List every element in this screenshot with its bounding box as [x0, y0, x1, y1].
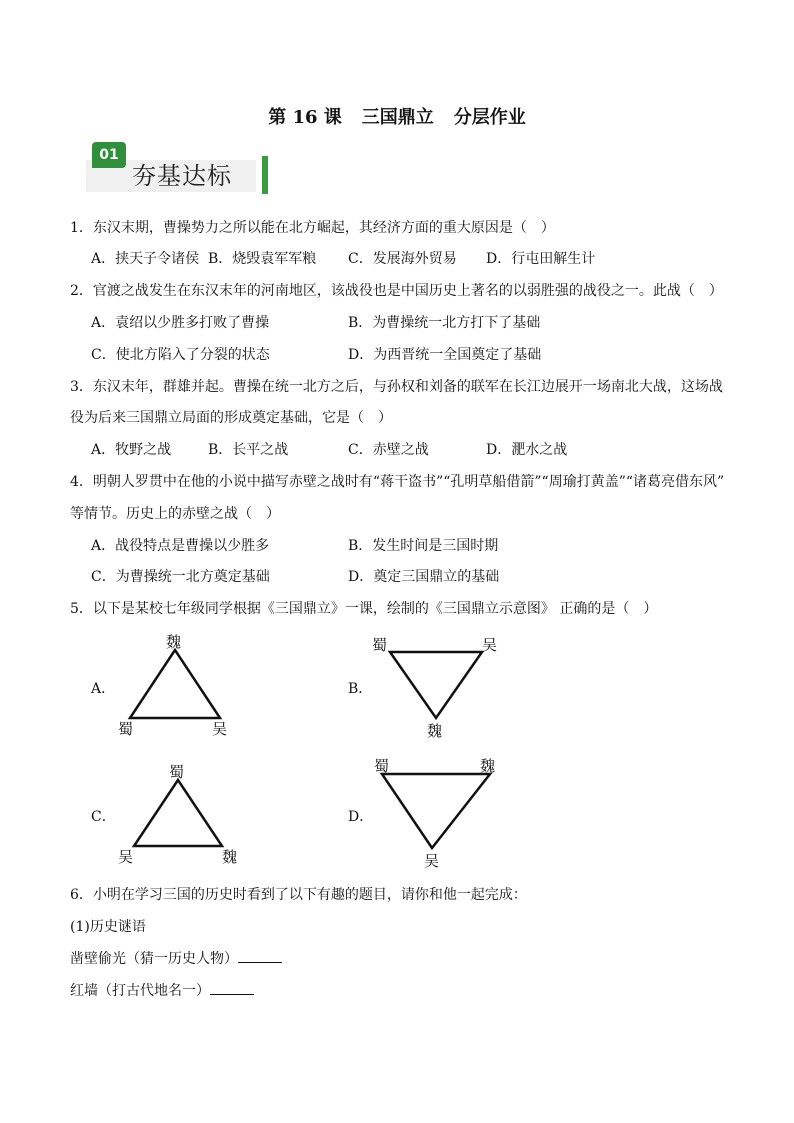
- riddle-2-answer-blank[interactable]: [210, 982, 254, 995]
- banner-accent-bar: [262, 156, 268, 194]
- q4-option-c: C．为曹操统一北方奠定基础: [91, 569, 270, 585]
- q3-stem-line1: 3．东汉末年，群雄并起。曹操在统一北方之后，与孙权和刘备的联军在长江边展开一场南北大战，这场战: [70, 379, 723, 395]
- q5-diagram-c: [110, 758, 250, 868]
- q2-option-a: A．袁绍以少胜多打败了曹操: [91, 315, 270, 331]
- q2-option-c: C．使北方陷入了分裂的状态: [91, 347, 270, 363]
- q6-riddle-1: [70, 948, 282, 968]
- lesson-topic: 三国鼎立: [361, 107, 434, 128]
- q5-stem: 5．以下是某校七年级同学根据《三国鼎立》一课，绘制的《三国鼎立示意图》 正确的是（ ）: [70, 601, 658, 617]
- section-banner: [86, 142, 272, 194]
- triangle-up: [134, 780, 222, 846]
- q3-option-b: B．长平之战: [208, 442, 289, 458]
- q6-part1-heading: (1)历史谜语: [70, 919, 146, 935]
- label-bottom: 吴: [424, 852, 440, 870]
- q1-option-c: C．发展海外贸易: [348, 251, 457, 267]
- q5-option-c-label: C．: [91, 809, 116, 825]
- q5-option-a-label: A．: [91, 681, 116, 697]
- q4-stem-line2: 等情节。历史上的赤壁之战（ ）: [70, 506, 280, 522]
- q5-option-d-label: D．: [348, 809, 374, 825]
- label-top: 魏: [166, 633, 182, 651]
- q2-option-d: D．为西晋统一全国奠定了基础: [348, 347, 542, 363]
- section-number-badge: 01: [92, 142, 126, 168]
- label-right: 吴: [482, 636, 498, 654]
- label-right: 吴: [212, 720, 228, 738]
- triangle-down: [382, 774, 490, 848]
- page-title: [0, 103, 794, 129]
- q3-option-c: C．赤壁之战: [348, 442, 429, 458]
- q1-option-b: B．烧毁袁军军粮: [208, 251, 317, 267]
- label-top: 蜀: [169, 763, 185, 781]
- q5-diagram-b: [368, 630, 508, 740]
- q5-diagram-a: [110, 628, 240, 743]
- q1-option-a: A．挟天子令诸侯: [91, 251, 200, 267]
- label-left: 蜀: [118, 720, 134, 738]
- q2-option-b: B．为曹操统一北方打下了基础: [348, 315, 541, 331]
- label-bottom: 魏: [427, 722, 443, 740]
- q4-option-a: A．战役特点是曹操以少胜多: [91, 538, 270, 554]
- label-right: 魏: [222, 848, 238, 866]
- label-left: 蜀: [374, 757, 390, 775]
- q4-stem-line1: 4．明朝人罗贯中在他的小说中描写赤壁之战时有“蒋干盗书”“孔明草船借箭”“周瑜打黄盖”“诸葛亮借东风”: [70, 474, 725, 490]
- q3-stem-line2: 役为后来三国鼎立局面的形成奠定基础，它是（ ）: [70, 410, 392, 426]
- q6-riddle-2: [70, 980, 254, 1000]
- q1-stem: 1．东汉末期，曹操势力之所以能在北方崛起，其经济方面的重大原因是（ ）: [70, 220, 555, 236]
- triangle-up: [130, 650, 220, 718]
- lesson-number: 第 16 课: [268, 107, 342, 128]
- label-left: 吴: [118, 848, 134, 866]
- q3-option-a: A．牧野之战: [91, 442, 172, 458]
- section-label: 夯基达标: [132, 162, 232, 190]
- q3-option-d: D．淝水之战: [486, 442, 568, 458]
- label-right: 魏: [480, 757, 496, 775]
- q2-stem: 2．官渡之战发生在东汉末年的河南地区，该战役也是中国历史上著名的以弱胜强的战役之一。此战（ ）: [70, 283, 723, 299]
- q1-option-d: D．行屯田解生计: [486, 251, 596, 267]
- q5-diagram-d: [370, 752, 510, 874]
- riddle-2-text: 红墙（打古代地名一）: [70, 983, 210, 999]
- riddle-1-text: 凿壁偷光（猜一历史人物）: [70, 951, 238, 967]
- homework-type: 分层作业: [453, 107, 526, 128]
- q5-option-b-label: B．: [348, 681, 373, 697]
- q4-option-d: D．奠定三国鼎立的基础: [348, 569, 500, 585]
- triangle-down: [390, 652, 482, 718]
- q4-option-b: B．发生时间是三国时期: [348, 538, 499, 554]
- riddle-1-answer-blank[interactable]: [238, 950, 282, 963]
- label-left: 蜀: [372, 636, 388, 654]
- q6-stem: 6．小明在学习三国的历史时看到了以下有趣的题目，请你和他一起完成：: [70, 887, 527, 903]
